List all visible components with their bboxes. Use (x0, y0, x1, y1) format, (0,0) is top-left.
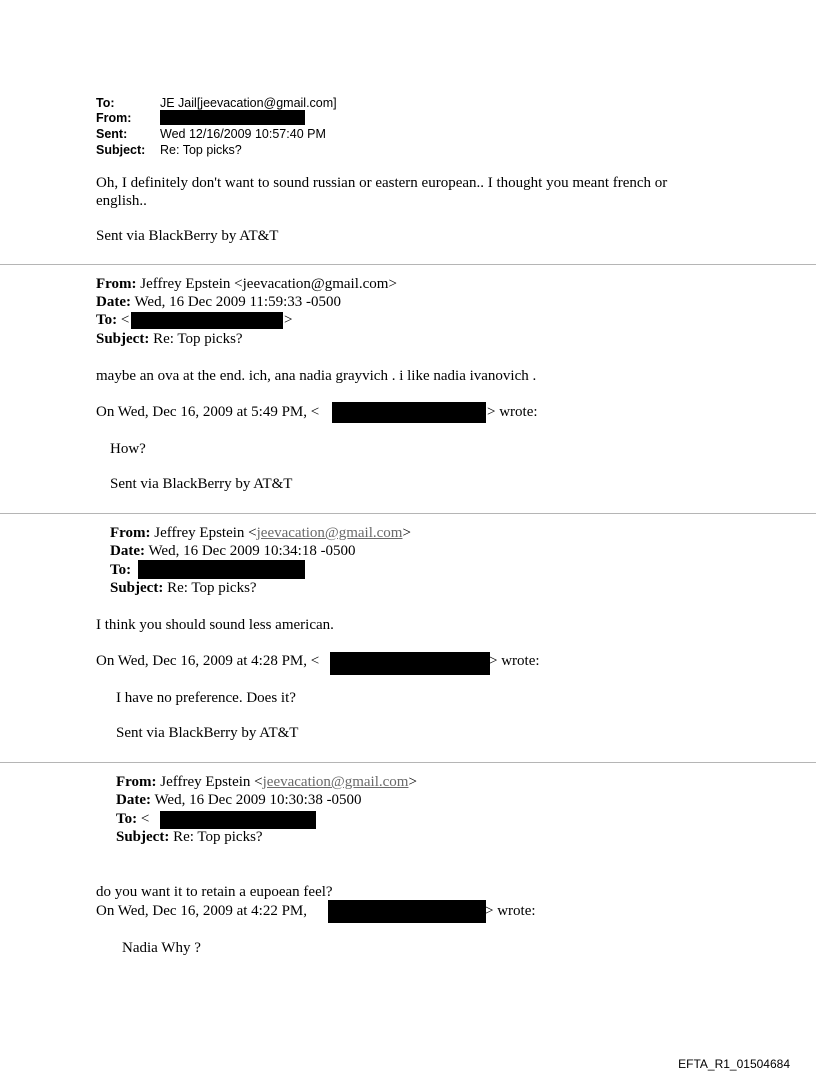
bracket: > (284, 312, 293, 328)
message-body-line: Oh, I definitely don't want to sound russian or eastern european.. I thought you meant french or (96, 175, 668, 191)
to-label: To: (110, 562, 132, 578)
signature: Sent via BlackBerry by AT&T (110, 476, 293, 492)
sent-value: Wed 12/16/2009 10:57:40 PM (160, 127, 326, 141)
wrote-suffix: > wrote: (485, 903, 536, 919)
subject-value: Re: Top picks? (167, 580, 257, 596)
signature: Sent via BlackBerry by AT&T (116, 725, 299, 741)
date-line (96, 294, 341, 311)
signature: Sent via BlackBerry by AT&T (96, 228, 279, 244)
wrote-line (96, 903, 307, 920)
to-label: To: (116, 811, 138, 827)
date-line (116, 792, 362, 809)
bracket: > (408, 774, 417, 790)
from-line (96, 276, 397, 293)
redaction-box (328, 900, 486, 923)
wrote-prefix: On Wed, Dec 16, 2009 at 5:49 PM, < (96, 404, 320, 420)
subject-value: Re: Top picks? (153, 331, 243, 347)
from-name: Jeffrey Epstein < (154, 525, 257, 541)
to-line (116, 811, 149, 828)
from-line (110, 525, 411, 542)
to-line (96, 312, 129, 329)
wrote-prefix: On Wed, Dec 16, 2009 at 4:28 PM, < (96, 653, 320, 669)
subject-label: Subject: (96, 143, 146, 157)
redaction-box (330, 652, 490, 675)
from-line (116, 774, 417, 791)
subject-label: Subject: (96, 331, 150, 347)
to-value: JE Jail[jeevacation@gmail.com] (160, 96, 337, 110)
message-body-line: I think you should sound less american. (96, 617, 334, 633)
wrote-line (96, 653, 319, 670)
subject-label: Subject: (116, 829, 170, 845)
redaction-box (160, 110, 305, 125)
quoted-text: How? (110, 441, 146, 457)
to-label: To: (96, 96, 115, 110)
date-value: Wed, 16 Dec 2009 11:59:33 -0500 (134, 294, 342, 310)
from-label: From: (96, 276, 137, 292)
from-label: From: (110, 525, 151, 541)
quoted-text: Nadia Why ? (122, 940, 201, 956)
to-line (110, 562, 131, 579)
bracket: > (402, 525, 411, 541)
date-label: Date: (116, 792, 151, 808)
to-label: To: (96, 312, 118, 328)
quoted-text: I have no preference. Does it? (116, 690, 296, 706)
date-value: Wed, 16 Dec 2009 10:30:38 -0500 (154, 792, 362, 808)
from-value: Jeffrey Epstein <jeevacation@gmail.com> (140, 276, 397, 292)
from-label: From: (96, 111, 132, 125)
date-label: Date: (96, 294, 131, 310)
message-body-line: english.. (96, 193, 147, 209)
subject-value: Re: Top picks? (160, 143, 242, 157)
divider (0, 513, 816, 514)
wrote-suffix: > wrote: (489, 653, 540, 669)
from-label: From: (116, 774, 157, 790)
email-link[interactable]: jeevacation@gmail.com (262, 774, 409, 790)
bracket: < (120, 312, 130, 328)
redaction-box (138, 560, 305, 579)
wrote-line (96, 404, 319, 421)
redaction-box (160, 811, 316, 829)
message-body-line: do you want it to retain a eupoean feel? (96, 884, 333, 900)
subject-label: Subject: (110, 580, 164, 596)
date-label: Date: (110, 543, 145, 559)
divider (0, 264, 816, 265)
wrote-prefix: On Wed, Dec 16, 2009 at 4:22 PM, (96, 903, 307, 919)
message-body-line: maybe an ova at the end. ich, ana nadia grayvich . i like nadia ivanovich . (96, 368, 537, 384)
subject-line (96, 331, 243, 348)
email-header (96, 96, 496, 160)
divider (0, 762, 816, 763)
redaction-box (131, 312, 283, 329)
subject-line (116, 829, 263, 846)
wrote-suffix: > wrote: (487, 404, 538, 420)
date-value: Wed, 16 Dec 2009 10:34:18 -0500 (148, 543, 356, 559)
subject-line (110, 580, 257, 597)
email-link[interactable]: jeevacation@gmail.com (256, 525, 403, 541)
bracket: < (140, 811, 150, 827)
document-id: EFTA_R1_01504684 (678, 1057, 790, 1071)
subject-value: Re: Top picks? (173, 829, 263, 845)
redaction-box (332, 402, 486, 423)
sent-label: Sent: (96, 127, 128, 141)
from-name: Jeffrey Epstein < (160, 774, 263, 790)
date-line (110, 543, 356, 560)
